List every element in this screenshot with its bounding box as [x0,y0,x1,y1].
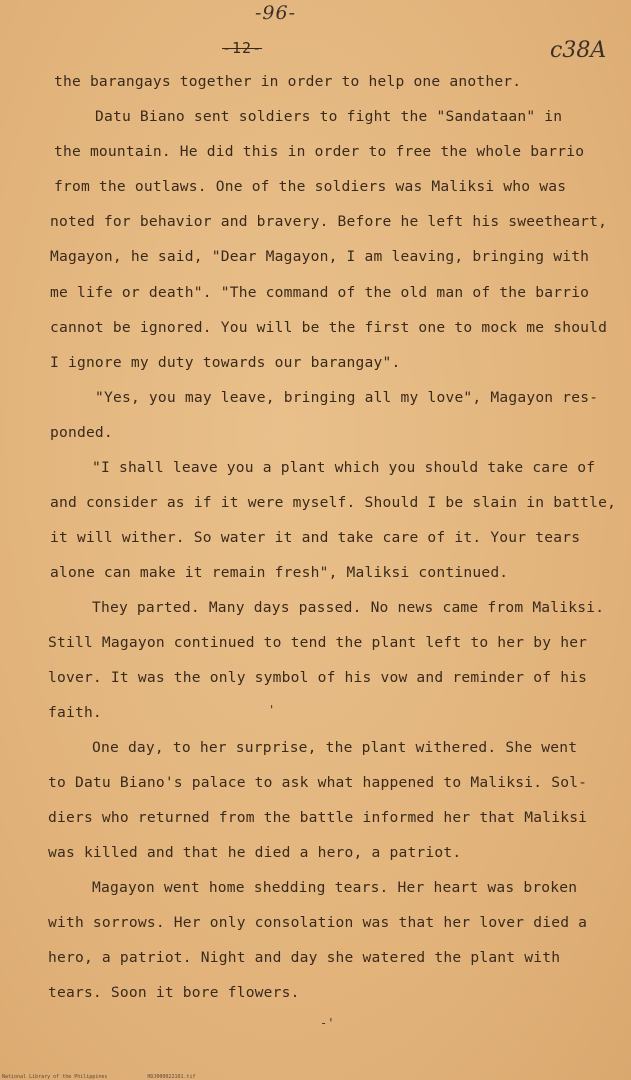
text-line: ponded. [50,424,113,441]
text-line: Magayon, he said, "Dear Magayon, I am leaving, bringing with [50,248,590,265]
text-line: the barangays together in order to help one another. [54,73,522,90]
text-line: and consider as if it were myself. Should I be slain in battle, [50,494,617,511]
text-line: alone can make it remain fresh", Maliksi continued. [50,564,509,581]
text-line: I ignore my duty towards our barangay". [50,354,401,371]
handwritten-catalog-code: c38A [550,38,607,63]
text-line: Still Magayon continued to tend the plant left to her by her [48,634,588,651]
text-line: diers who returned from the battle informed her that Maliksi [48,809,588,826]
typed-page-number: -12- [222,39,263,57]
text-line: Datu Biano sent soldiers to fight the "Sandataan" in [95,108,563,125]
text-line: lover. It was the only symbol of his vow and reminder of his [48,669,588,686]
text-line: it will wither. So water it and take care of it. Your tears [50,529,581,546]
footer-filename: HDJ000022101.tif [147,1074,196,1080]
text-line: to Datu Biano's palace to ask what happened to Maliksi. Sol- [48,774,588,791]
text-line: was killed and that he died a hero, a patriot. [48,844,462,861]
text-line: tears. Soon it bore flowers. [48,984,300,1001]
text-line: faith. [48,704,102,721]
footer-source: National Library of the Philippines [2,1074,108,1080]
text-line: Magayon went home shedding tears. Her heart was broken [92,879,578,896]
text-line: me life or death". "The command of the old man of the barrio [50,284,590,301]
text-line: cannot be ignored. You will be the first one to mock me should [50,319,608,336]
handwritten-page-number: -96- [255,2,297,24]
ink-speck: ' [268,703,276,717]
text-line: They parted. Many days passed. No news came from Maliksi. [92,599,605,616]
text-line: "I shall leave you a plant which you should take care of [92,459,596,476]
text-line: hero, a patriot. Night and day she watered the plant with [48,949,561,966]
text-line: with sorrows. Her only consolation was that her lover died a [48,914,588,931]
text-line: noted for behavior and bravery. Before he left his sweetheart, [50,213,608,230]
scan-footer [0,1074,631,1080]
text-line: One day, to her surprise, the plant withered. She went [92,739,578,756]
text-line: the mountain. He did this in order to free the whole barrio [54,143,585,160]
ink-speck: -' [320,1016,335,1030]
text-line: from the outlaws. One of the soldiers was Maliksi who was [54,178,567,195]
text-line: "Yes, you may leave, bringing all my love", Magayon res- [95,389,599,406]
